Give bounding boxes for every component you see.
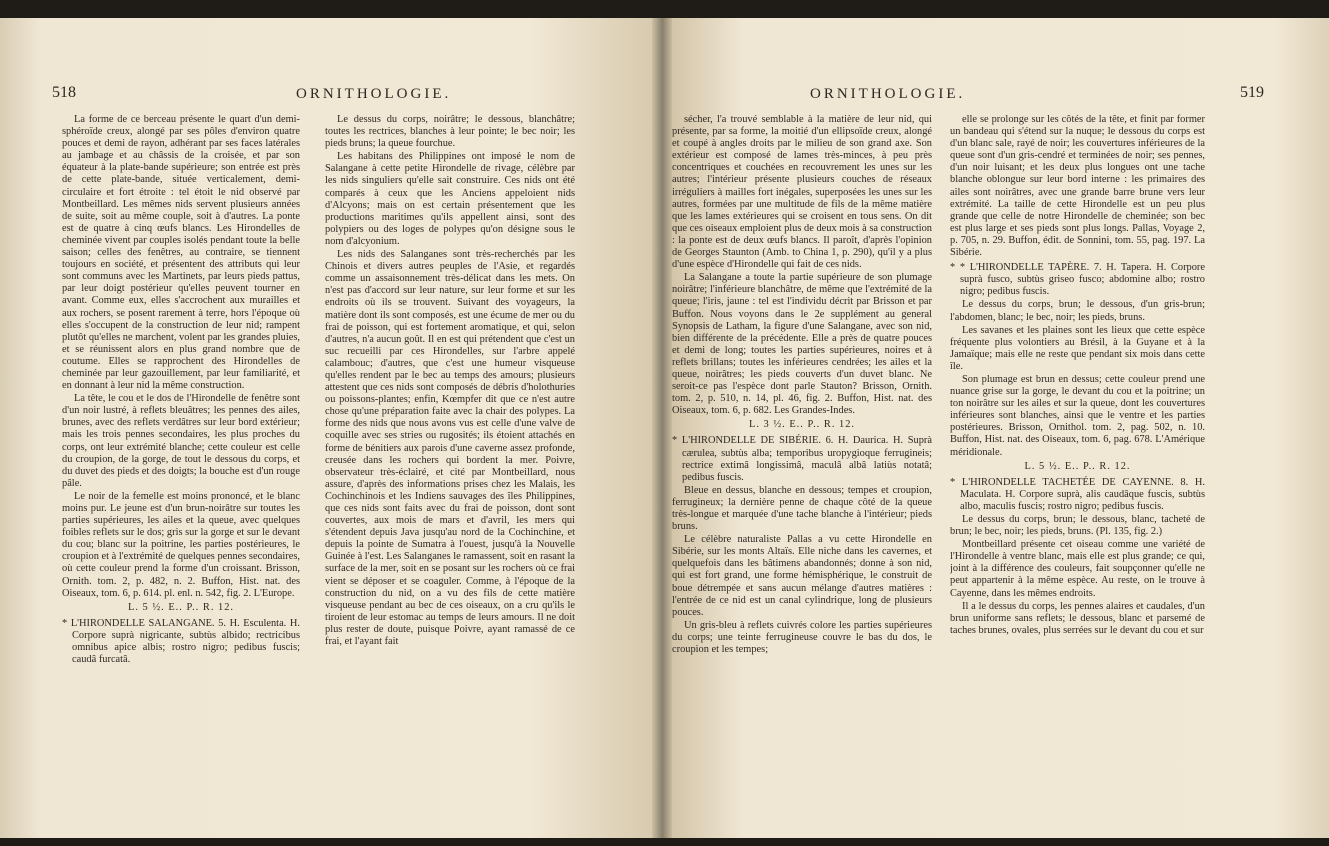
running-head-right: ORNITHOLOGIE. (810, 86, 966, 102)
paragraph: Le célèbre naturaliste Pallas a vu cette Hirondelle en Sibérie, sur les monts Altaïs. Elle niche dans les cavernes, et quelquefois dans les bâtimens abandonnés; donne à son nid, qui est fort grand, une forme hémisphérique, le construit de boue détrempée et sans aucun mélange d'autres matières : l'entrée de ce nid est un canal cylindrique, long de plusieurs pouces. (672, 534, 932, 618)
paragraph: Le noir de la femelle est moins prononcé, et le blanc moins pur. Le jeune est d'un brun-noirâtre sur toutes les parties supérieures, les ailes et la queue, avec quelques foibles reflets sur le dos; gris sur la gorge et sur le devant du cou; blanc sur la poitrine, les parties postérieures, le croupion et à l'extrémité de quelques pennes secondaires, où cette couleur prend la forme d'un croissant. Brisson, Ornith. tom. 2, p. 482, n. 2. Buffon, Hist. nat. des Oiseaux, tom. 6, p. 614. pl. enl. n. 542, fig. 2. L'Europe. (62, 490, 300, 599)
paragraph: Le dessus du corps, brun; le dessous, d'un gris-brun; l'abdomen, blanc; le bec, noir; les pieds, bruns. (950, 299, 1205, 323)
paragraph: Un gris-bleu à reflets cuivrés colore les parties supérieures du corps; une teinte ferrugineuse couvre le bas du dos, le croupion et les tempes; (672, 619, 932, 656)
right-page (662, 18, 1329, 838)
page-number-right: 519 (1240, 84, 1264, 101)
paragraph: Les nids des Salanganes sont très-recherchés par les Chinois et divers autres peuples de l'Asie, et regardés comme un assaisonnement très-délicat dans les mets. On n'est pas d'accord sur leur nature, sur leur forme et sur les endroits où ils se trouvent. Suivant des voyageurs, la matière dont ils sont composés, est une écume de mer ou du frai de poisson, qui est fortement aromatique, et qui, selon d'autres, n'a aucun goût. Il en est qui prétendent que c'est un suc recueilli par ces Hirondelles, sur l'arbre appelé calambouc; d'autres, que c'est une humeur visqueuse qu'elles rendent par le bec au temps des amours; plusieurs attestent que ces nids sont composés de débris d'holothuries ou poissons-plantes; enfin, Kœmpfer dit que ce n'est autre chose qu'une préparation faite avec la chair des polypes. La forme des nids que nous avons vus est celle d'une valve de coquille avec ses stries ou rugosités; ils étoient attachés en forme de bénitiers aux parois d'une caverne assez profonde, creusée dans les rochers qui bordent la mer. Poivre, observateur très-éclairé, et cité par Montbeillard, nous assure, d'après des informations prises chez les Malais, les Cochinchinois et les Indiens sauvages des îles Philippines, que ces nids sont faits avec du frai de poisson, dont sont couvertes, aux mois de mars et d'avril, les mers qui s'étendent depuis Java jusqu'au nord de la Cochinchine, et depuis la pointe de Sumatra à l'ouest, jusqu'à la Nouvelle Guinée à l'est. Les Salanganes le ramassent, soit en rasant la surface de la mer, soit en se posant sur les rochers où ce frai vient se déposer et se coaguler. Comme, à l'époque de la construction du nid, on a vu des fils de cette matière visqueuse pendant au bec de ces oiseaux, on a cru qu'ils le tiroient de leur estomac au temps de leurs amours. Il ne doit plus rester de doute, puisque Poivre, ayant ramassé de ce frai, et l'ayant fait (325, 249, 575, 648)
page-number-left: 518 (52, 84, 76, 101)
paragraph: Montbeillard présente cet oiseau comme une variété de l'Hirondelle à ventre blanc, mais elle est plus grande; ce qui, joint à la différence des couleurs, fait soupçonner qu'elle ne peut appartenir à la même espèce. Au reste, on le trouve à Cayenne, dans les mêmes endroits. (950, 539, 1205, 599)
species-entry: * L'HIRONDELLE SALANGANE. 5. H. Esculenta. H. Corpore suprà nigricante, subtùs albido; rectricibus omnibus apice albis; rostro nigro; pedibus fuscis; caudâ furcatâ. (62, 617, 300, 666)
right-column-2 (950, 114, 1205, 814)
paragraph: Son plumage est brun en dessus; cette couleur prend une nuance grise sur la gorge, le devant du cou et la poitrine; un ton noirâtre sur les ailes et sur la queue, dont les couvertures inférieures sont blanches, ainsi que le ventre et les parties postérieures. Brisson, Ornithol. tom. 2, pag. 502, n. 10. Buffon, Hist. nat. des Oiseaux, tom. 6, pag. 678. L'Amérique méridionale. (950, 373, 1205, 458)
running-head-left: ORNITHOLOGIE. (296, 86, 452, 102)
paragraph: Il a le dessus du corps, les pennes alaires et caudales, d'un brun uniforme sans reflets; le dessous, blanc et parsemé de taches brunes, ovales, plus serrées sur le devant du cou et sur (950, 600, 1205, 636)
measurement-line: L. 5 ½. E.. P.. R. 12. (128, 601, 234, 613)
measurement-line: L. 3 ½. E.. P.. R. 12. (749, 419, 855, 431)
species-entry: * L'HIRONDELLE TACHETÉE DE CAYENNE. 8. H. Maculata. H. Corpore suprà, alis caudâque fuscis, subtùs albo, maculis fuscis; rostro nigro; pedibus fuscis. (950, 476, 1205, 512)
right-column-1 (672, 114, 932, 814)
paragraph: La forme de ce berceau présente le quart d'un demi-sphéroïde creux, alongé par ses pôles d'environ quatre pouces et demi de rayon, adhérant par ses faces latérales au jambage et au châssis de la croisée, et par son équateur à la plate-bande supérieure; son entrée est près de cette plate-bande, située verticalement, demi-circulaire et fort étroite : tel étoit le nid observé par Montbeillard. Les mêmes nids servent plusieurs années de suite, soit au même couple, soit à d'autres. La ponte est de quatre à cinq œufs blancs. Les Hirondelles de cheminée vivent par couples isolés pendant toute la belle saison; celles des fenêtres, au contraire, se tiennent toujours en société, et présentent des attributs qui leur sont communs avec les Martinets, par leurs pieds pattus, par leur doigt postérieur qu'elles peuvent tourner en avant. Comme eux, elles s'accrochent aux murailles et aux rochers, se posent rarement à terre, hors l'époque où elles s'occupent de la construction de leur nid; rampent plutôt qu'elles ne marchent, volent par les grandes pluies, et se réunissent alors en plus grand nombre que de coutume. Elles se rapprochent des Hirondelles de cheminée par leur gazouillement, par leur familiarité, et en donnant à leur nid la même construction. (62, 114, 300, 392)
paragraph: Le dessus du corps, brun; le dessous, blanc, tacheté de brun; le bec, noir; les pieds, bruns. (Pl. 135, fig. 2.) (950, 514, 1205, 538)
paragraph: La Salangane a toute la partie supérieure de son plumage noirâtre; l'inférieure blanchâtre, de même que l'extrémité de la queue; l'iris, jaune : tel est l'individu décrit par Brisson et par Buffon. Nous voyons dans le 2e supplément au general Synopsis de Latham, la figure d'une Salangane, avec son nid, bien différente de la précédente. Elle a près de quatre pouces et demi de long; toutes les parties supérieures, noires et à reflets brillans; toutes les inférieures cendrées; les ailes et la queue, noirâtres; les pieds couverts d'un duvet blanc. Ne seroit-ce pas l'espèce dont parle Stauton? Brisson, Ornith. tom. 2, p. 510, n. 14, pl. 46, fig. 2. Buffon, Hist. nat. des Oiseaux, tom. 6, p. 682. Les Grandes-Indes. (672, 272, 932, 417)
book-gutter (652, 18, 672, 838)
paragraph: sécher, l'a trouvé semblable à la matière de leur nid, qui présente, par sa forme, la moitié d'un ellipsoïde creux, alongé et coupé à angles droits par le milieu de son grand axe. Son extérieur est composé de lames très-minces, à peu près concentriques et couchées en recouvrement les unes sur les autres; l'intérieur présente plusieurs couches de réseaux irréguliers à mailles fort inégales, superposées les unes sur les autres, formées par une multitude de fils de la même matière que les lames extérieures qui se croisent en tous sens. On dit que ces oiseaux emploient plus de deux mois à sa construction : la ponte est de deux œufs blancs. Il paroît, d'après l'opinion de Georges Staunton (Amb. to China 1, p. 290), qu'il y a plus d'une espèce d'Hirondelle qui fait de ces nids. (672, 114, 932, 271)
paragraph: Bleue en dessus, blanche en dessous; tempes et croupion, ferrugineux; la dernière penne de chaque côté de la queue très-longue et marquée d'une tache blanche à l'intérieur; pieds bruns. (672, 484, 932, 533)
left-column-2 (325, 114, 575, 814)
paragraph: elle se prolonge sur les côtés de la tête, et finit par former un bandeau qui s'étend sur la nuque; le dessous du corps est d'un blanc sale, rayé de noir; les couvertures inférieures de la queue sont d'un gris-cendré et terminées de noir; ses pennes, d'un noir luisant; et les deux plus longues ont une tache blanche oblongue sur leur bord interne : les primaires des ailes sont noirâtres, avec une grande barre brune vers leur extrémité. La taille de cette Hirondelle est un peu plus grande que celle de notre Hirondelle de cheminée; son bec est plus large et ses pieds sont plus longs. Pallas, Voyage 2, p. 705, n. 29. Buffon, édit. de Sonnini, tom. 55, pag. 197. La Sibérie. (950, 114, 1205, 259)
species-entry: * L'HIRONDELLE DE SIBÉRIE. 6. H. Daurica. H. Suprà cærulea, subtùs alba; temporibus uropygioque ferrugineis; rectrice extimâ longissimâ, maculâ albâ latiùs notatâ; pedibus fuscis. (672, 435, 932, 483)
measurement-line: L. 5 ½. E.. P.. R. 12. (1024, 460, 1131, 472)
species-entry: * * L'HIRONDELLE TAPÈRE. 7. H. Tapera. H. Corpore suprà fusco, subtùs griseo fusco; abdomine albo; rostro nigro; pedibus fuscis. (950, 262, 1205, 298)
paragraph: Les savanes et les plaines sont les lieux que cette espèce fréquente plus volontiers au Brésil, à la Guyane et à la Jamaïque; mais elle ne reste que pendant six mois dans cette île. (950, 324, 1205, 372)
left-column-1 (62, 114, 300, 814)
left-page (0, 18, 662, 838)
paragraph: La tête, le cou et le dos de l'Hirondelle de fenêtre sont d'un noir lustré, à reflets bleuâtres; les pennes des ailes, brunes, avec des reflets verdâtres sur leur bord extérieur; mais les trois pennes secondaires, les plus proches du corps, ont leur extrémité blanche; cette couleur est celle du croupion, de la gorge, de tout le dessous du corps, et du duvet des pieds et des doigts; la bouche est d'un rouge pâle. (62, 393, 300, 489)
paragraph: Le dessus du corps, noirâtre; le dessous, blanchâtre; toutes les rectrices, blanches à leur pointe; le bec noir; les pieds bruns; la queue fourchue. (325, 114, 575, 150)
paragraph: Les habitans des Philippines ont imposé le nom de Salangane à cette petite Hirondelle de rivage, célèbre par les nids singuliers qu'elle sait construire. Ces nids ont été comparés à ceux que les Anciens appeloient nids d'Alcyons; mais on est certain présentement que les productions maritimes qu'ils appellent ainsi, sont des polypiers ou des loges de polypes qu'on désigne sous le nom d'alcyonium. (325, 151, 575, 247)
